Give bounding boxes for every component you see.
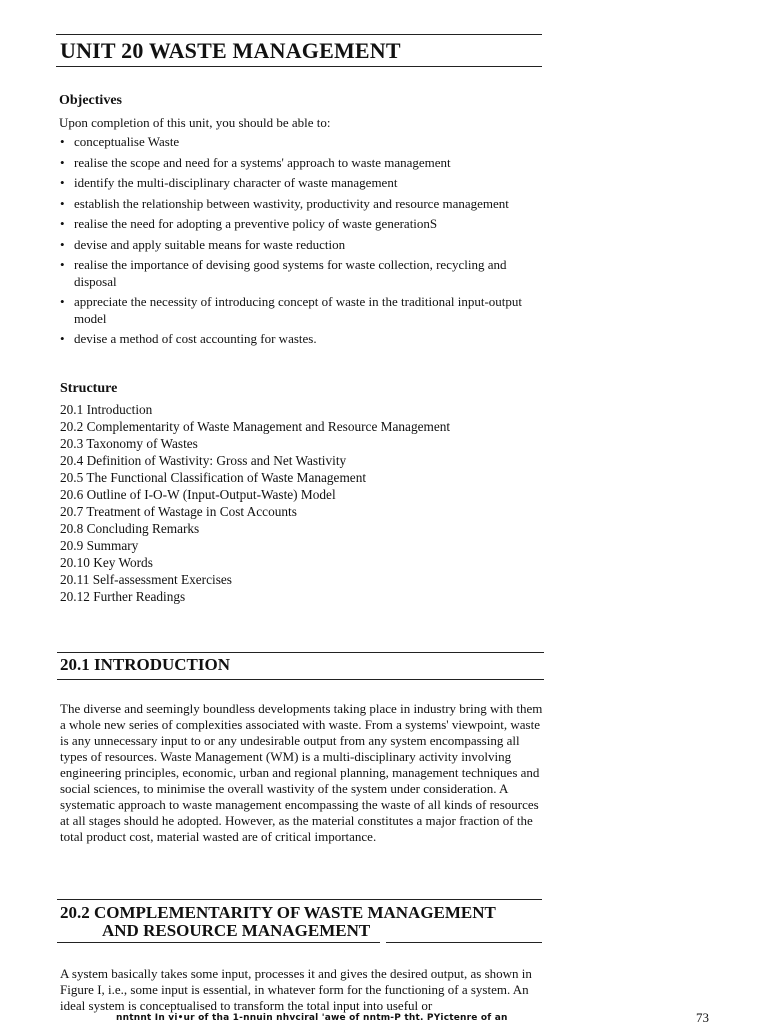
section-1-body: The diverse and seemingly boundless developments taking place in industry bring with them a whole new series of complexities associated with waste. From a systems' viewpoint, waste is any unnecessary input to or any undesirable output from any system encompassing all types of resources. Waste Management (WM) is a multi-disciplinary activity involving engineering principles, economic, urban and regional planning, management techniques and social sciences, to minimise the overall wastivity of the system under consideration. A systematic approach to waste management encompassing the waste of all kinds of resources at all stages should he adopted. However, as the material constitutes a major fraction of the total product cost, material wasted are of critical importance. <box>60 701 543 844</box>
top-rule <box>56 34 542 35</box>
structure-item: 20.1 Introduction <box>60 402 153 417</box>
objective-item: • establish the relationship between wastivity, productivity and resource management <box>59 196 539 213</box>
objectives-heading: Objectives <box>59 93 122 108</box>
section-2-top-rule <box>57 899 542 900</box>
structure-item: 20.9 Summary <box>60 538 139 553</box>
title-underline-rule <box>56 66 542 67</box>
section-2-underline-left <box>57 942 380 943</box>
objective-item: • realise the importance of devising good systems for waste collection, recycling and disposal <box>59 257 539 290</box>
section-2-title-line1: 20.2 COMPLEMENTARITY OF WASTE MANAGEMENT <box>60 903 496 922</box>
unit-title: UNIT 20 WASTE MANAGEMENT <box>60 38 401 63</box>
objective-item: • conceptualise Waste <box>59 134 539 151</box>
structure-item: 20.8 Concluding Remarks <box>60 521 200 536</box>
structure-item: 20.11 Self-assessment Exercises <box>60 572 232 587</box>
structure-item: 20.3 Taxonomy of Wastes <box>60 436 198 451</box>
structure-item: 20.5 The Functional Classification of Waste Management <box>60 470 367 485</box>
section-2-underline-right <box>386 942 542 943</box>
objective-item: • identify the multi-disciplinary character of waste management <box>59 175 539 192</box>
objective-item: • realise the scope and need for a systems' approach to waste management <box>59 155 539 172</box>
objectives-intro: Upon completion of this unit, you should be able to: <box>59 115 331 130</box>
structure-heading: Structure <box>60 381 118 396</box>
objective-item: • appreciate the necessity of introducing concept of waste in the traditional input-output model <box>59 294 539 327</box>
structure-item: 20.7 Treatment of Wastage in Cost Accounts <box>60 504 297 519</box>
structure-item: 20.10 Key Words <box>60 555 153 570</box>
structure-item: 20.6 Outline of I-O-W (Input-Output-Waste) Model <box>60 487 336 502</box>
section-2-title-line2: AND RESOURCE MANAGEMENT <box>102 921 371 940</box>
section-1-bottom-rule <box>57 679 544 680</box>
structure-list <box>60 401 450 605</box>
section-2-garbled-line: nntnnt In vi•ur of tha 1-nnuin nhvciral 'awe of nntm-P tht. PYictenre of an <box>116 1013 508 1023</box>
section-1-top-rule <box>57 652 544 653</box>
objectives-list <box>59 134 539 352</box>
section-1-title: 20.1 INTRODUCTION <box>60 655 231 674</box>
section-2-body: A system basically takes some input, processes it and gives the desired output, as shown in Figure I, i.e., some input is essential, in whatever form for the functioning of a system. An ideal system is conceptualised to transform the total input into useful or <box>60 966 532 1013</box>
objective-item: • devise and apply suitable means for waste reduction <box>59 237 539 254</box>
structure-item: 20.12 Further Readings <box>60 589 186 604</box>
structure-item: 20.4 Definition of Wastivity: Gross and Net Wastivity <box>60 453 347 468</box>
page-number: 73 <box>696 1010 709 1025</box>
objective-item: • devise a method of cost accounting for wastes. <box>59 331 539 348</box>
structure-item: 20.2 Complementarity of Waste Management and Resource Management <box>60 419 451 434</box>
objective-item: • realise the need for adopting a preventive policy of waste generationS <box>59 216 539 233</box>
